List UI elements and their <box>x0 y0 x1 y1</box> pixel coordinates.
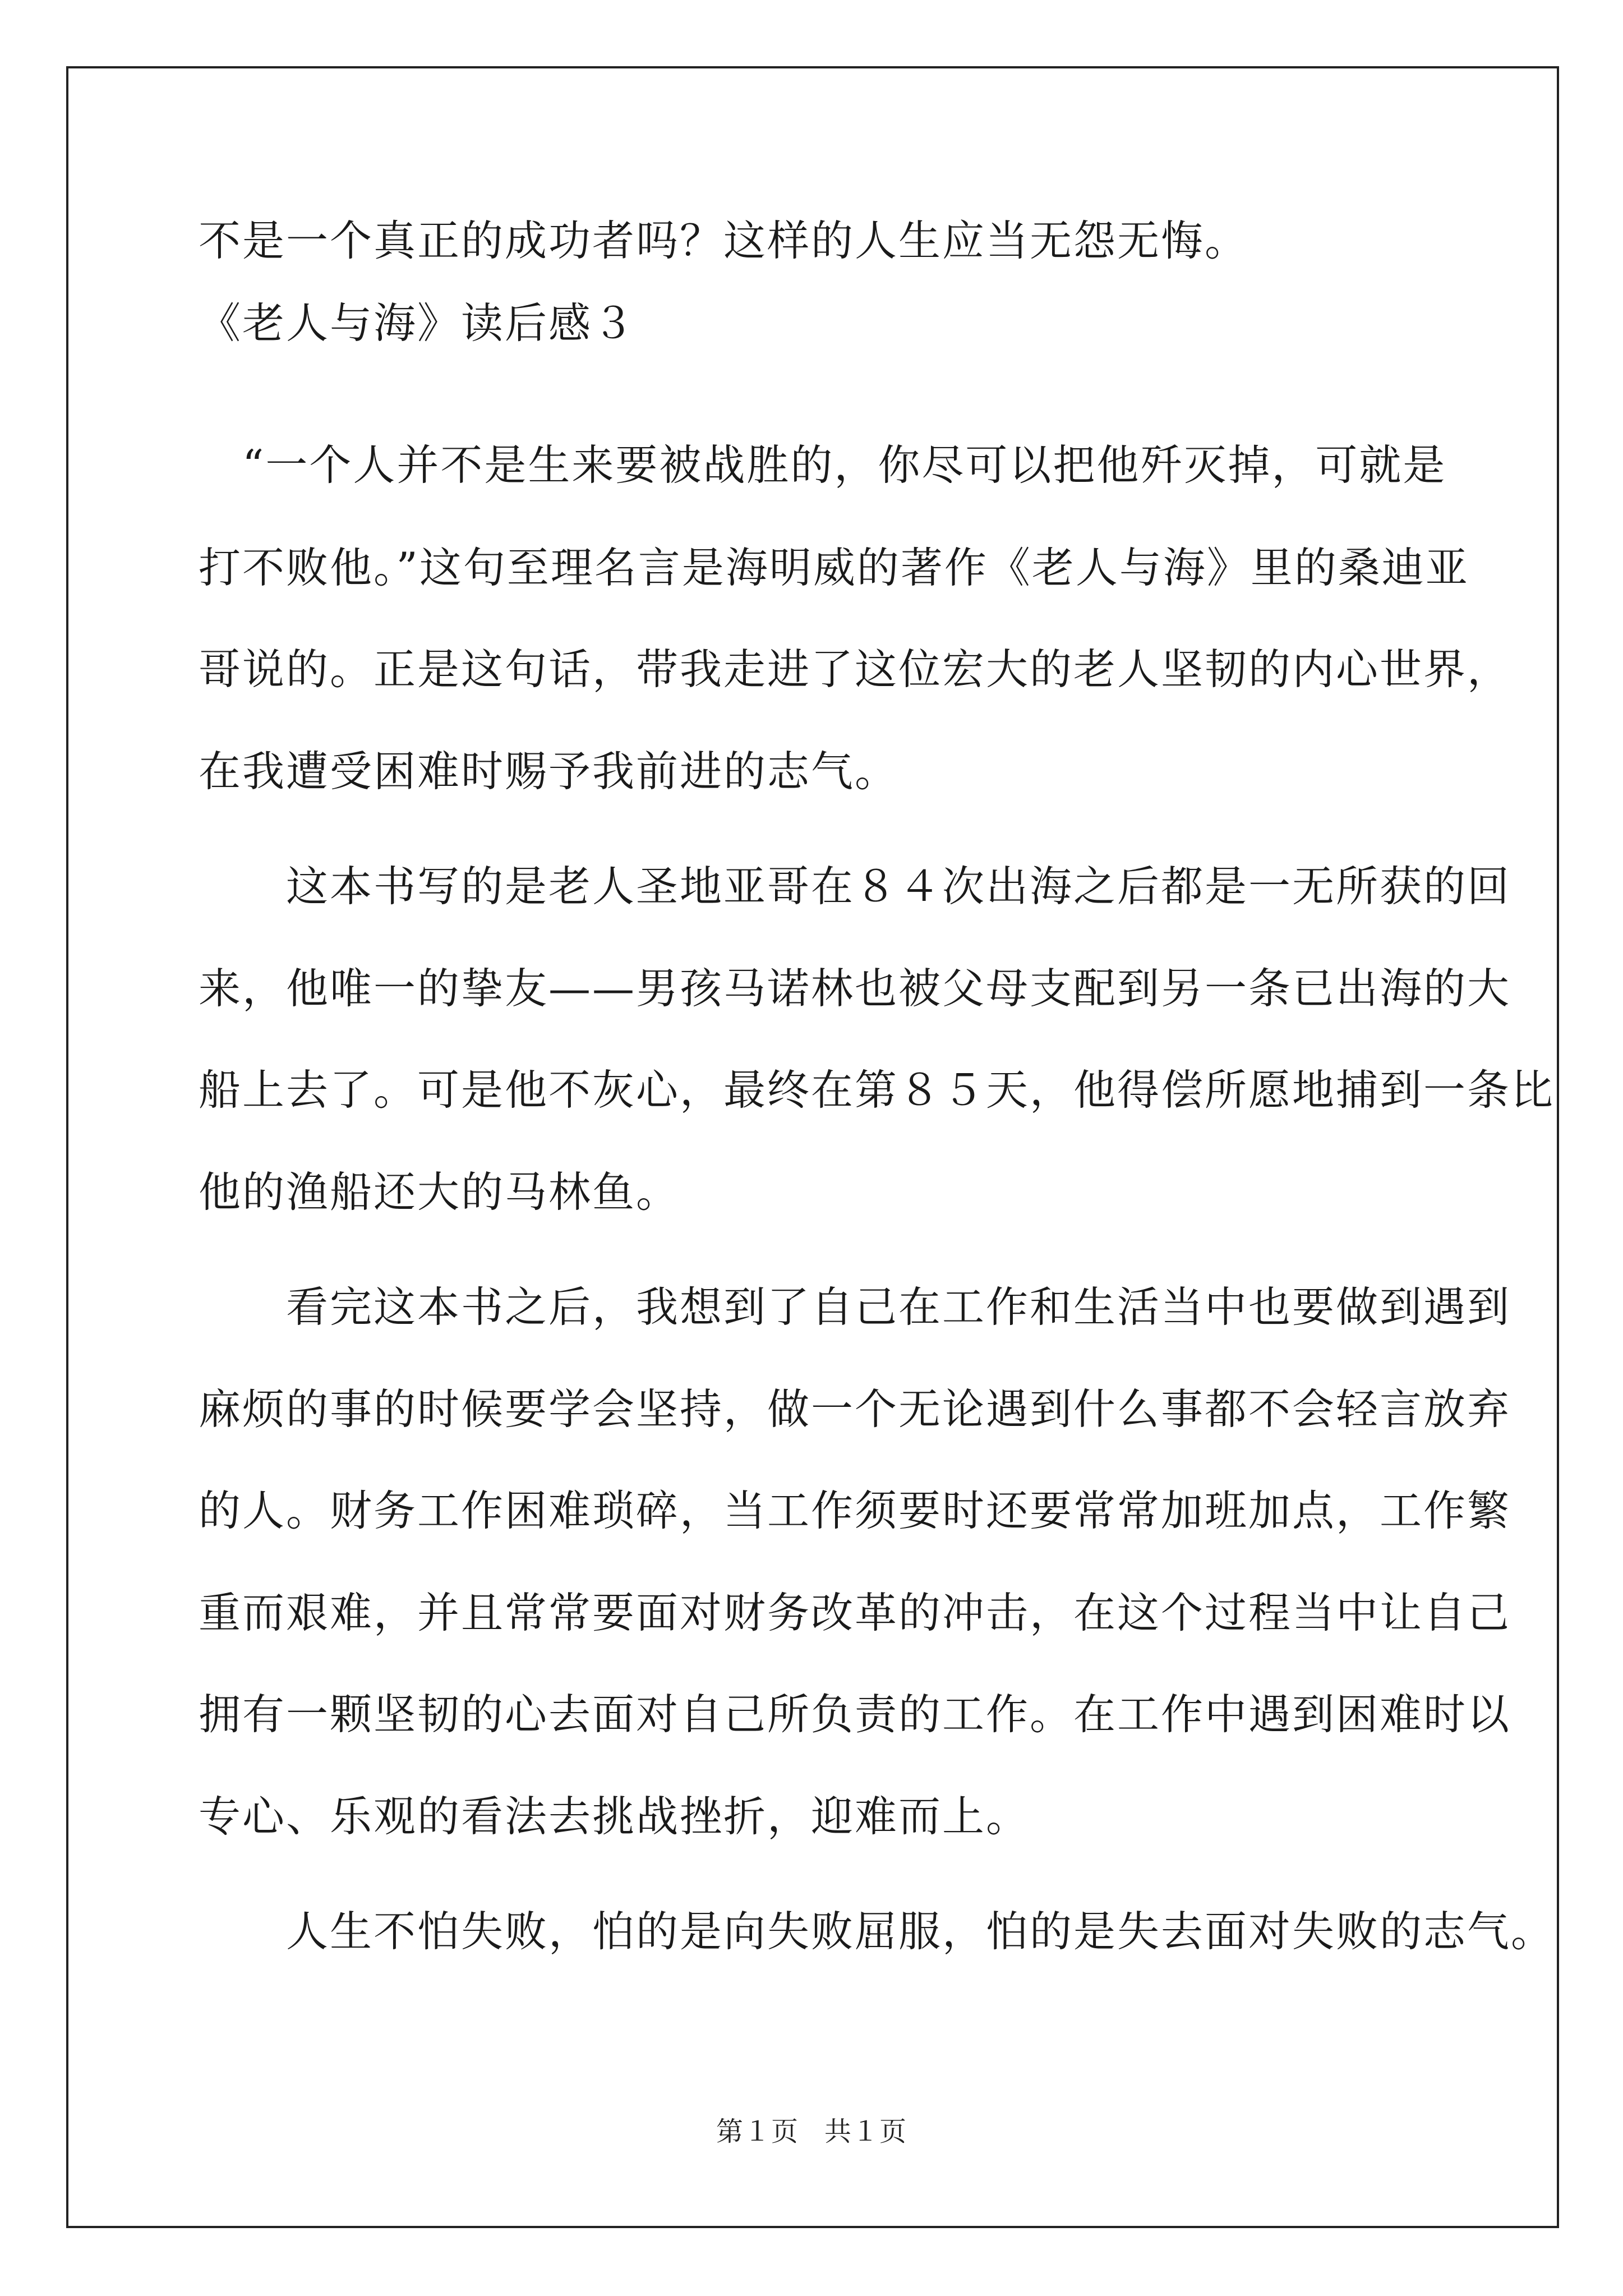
page-number-current: 第１页 <box>716 2116 799 2147</box>
text-line: 来，他唯一的挚友——男孩马诺林也被父母支配到另一条已出海的大 <box>199 964 1511 1013</box>
text-line: 人生不怕失败，怕的是向失败屈服，怕的是失去面对失败的志气。 <box>199 1907 1555 1956</box>
text-line: 专心、乐观的看法去挑战挫折，迎难而上。 <box>199 1792 1030 1841</box>
text-line: 麻烦的事的时候要学会坚持，做一个无论遇到什么事都不会轻言放弃 <box>199 1384 1511 1434</box>
text-line: “一个人并不是生来要被战胜的，你尽可以把他歼灭掉，可就是 <box>199 440 1447 490</box>
text-line: 拥有一颗坚韧的心去面对自己所负责的工作。在工作中遇到困难时以 <box>199 1690 1511 1739</box>
text-line: 在我遭受困难时赐予我前进的志气。 <box>199 747 899 796</box>
text-line: 打不败他。”这句至理名言是海明威的著作《老人与海》里的桑迪亚 <box>199 543 1469 592</box>
text-line: 船上去了。可是他不灰心，最终在第８５天，他得偿所愿地捕到一条比 <box>199 1065 1555 1115</box>
text-line: 不是一个真正的成功者吗？这样的人生应当无怨无悔。 <box>199 216 1249 265</box>
text-line: 看完这本书之后，我想到了自己在工作和生活当中也要做到遇到 <box>199 1282 1511 1332</box>
section-heading: 《老人与海》读后感３ <box>199 298 637 348</box>
page-footer <box>0 2115 1623 2148</box>
text-line: 重而艰难，并且常常要面对财务改革的冲击，在这个过程当中让自己 <box>199 1588 1511 1637</box>
text-line: 哥说的。正是这句话，带我走进了这位宏大的老人坚韧的内心世界， <box>199 645 1511 694</box>
text-line: 这本书写的是老人圣地亚哥在８４次出海之后都是一无所获的回 <box>199 862 1511 911</box>
text-line: 他的渔船还大的马林鱼。 <box>199 1167 680 1217</box>
text-line: 的人。财务工作困难琐碎，当工作须要时还要常常加班加点，工作繁 <box>199 1486 1511 1535</box>
page-number-total: 共１页 <box>824 2116 907 2147</box>
